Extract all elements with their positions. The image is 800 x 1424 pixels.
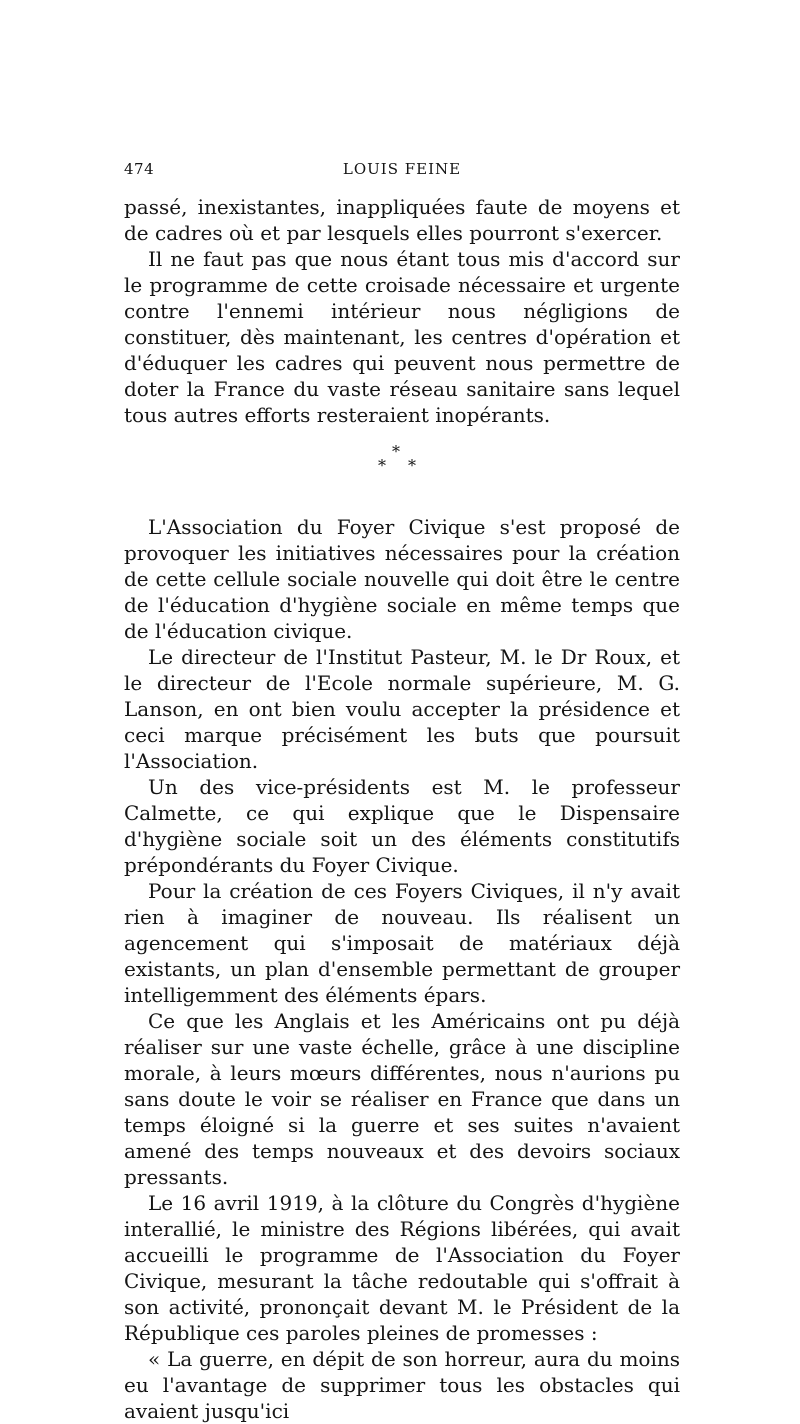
paragraph: passé, inexistantes, inappliquées faute de moyens et de cadres où et par lesquels elles pourront s'exercer.: [124, 195, 680, 245]
paragraph: Il ne faut pas que nous étant tous mis d'accord sur le programme de cette croisade nécessaire et urgente contre l'ennemi intérieur nous négligions de constituer, dès maintenant, les centres d'opération et d'éduquer les cadres qui peuvent nous permettre de doter la France du vaste réseau sanitaire sans lequel tous autres efforts resteraient inopérants.: [124, 247, 680, 427]
paragraph: Pour la création de ces Foyers Civiques, il n'y avait rien à imaginer de nouveau. Ils réalisent un agencement qui s'imposait de matériaux déjà existants, un plan d'ensemble permettant de grouper intelligemment des éléments épars.: [124, 879, 680, 1007]
section-break-asterism: [124, 442, 680, 498]
paragraph: Le 16 avril 1919, à la clôture du Congrès d'hygiène interallié, le ministre des Régions libérées, qui avait accueilli le programme de l'Association du Foyer Civique, mesurant la tâche redoutable qui s'offrait à son activité, prononçait devant M. le Président de la République ces paroles pleines de promesses :: [124, 1191, 680, 1345]
book-page: [124, 160, 680, 1424]
paragraph: Ce que les Anglais et les Américains ont pu déjà réaliser sur une vaste échelle, grâce à une discipline morale, à leurs mœurs différentes, nous n'aurions pu sans doute le voir se réaliser en France que dans un temps éloigné si la guerre et ses suites n'avaient amené des temps nouveaux et des devoirs sociaux pressants.: [124, 1009, 680, 1189]
paragraph: Le directeur de l'Institut Pasteur, M. le Dr Roux, et le directeur de l'Ecole normale supérieure, M. G. Lanson, en ont bien voulu accepter la présidence et ceci marque précisément les buts que poursuit l'Association.: [124, 645, 680, 773]
asterism-star: *: [378, 456, 386, 475]
paragraph: « La guerre, en dépit de son horreur, aura du moins eu l'avantage de supprimer tous les obstacles qui avaient jusqu'ici: [124, 1347, 680, 1423]
page-number: 474: [124, 160, 155, 178]
paragraph: L'Association du Foyer Civique s'est proposé de provoquer les initiatives nécessaires pour la création de cette cellule sociale nouvelle qui doit être le centre de l'éducation d'hygiène sociale en même temps que de l'éducation civique.: [124, 515, 680, 643]
asterism-star: *: [392, 442, 400, 461]
running-title: LOUIS FEINE: [342, 160, 462, 178]
paragraph: Un des vice-présidents est M. le professeur Calmette, ce qui explique que le Dispensaire d'hygiène sociale soit un des éléments constitutifs prépondérants du Foyer Civique.: [124, 775, 680, 877]
asterism-star: *: [408, 456, 416, 475]
running-head: [124, 160, 680, 194]
